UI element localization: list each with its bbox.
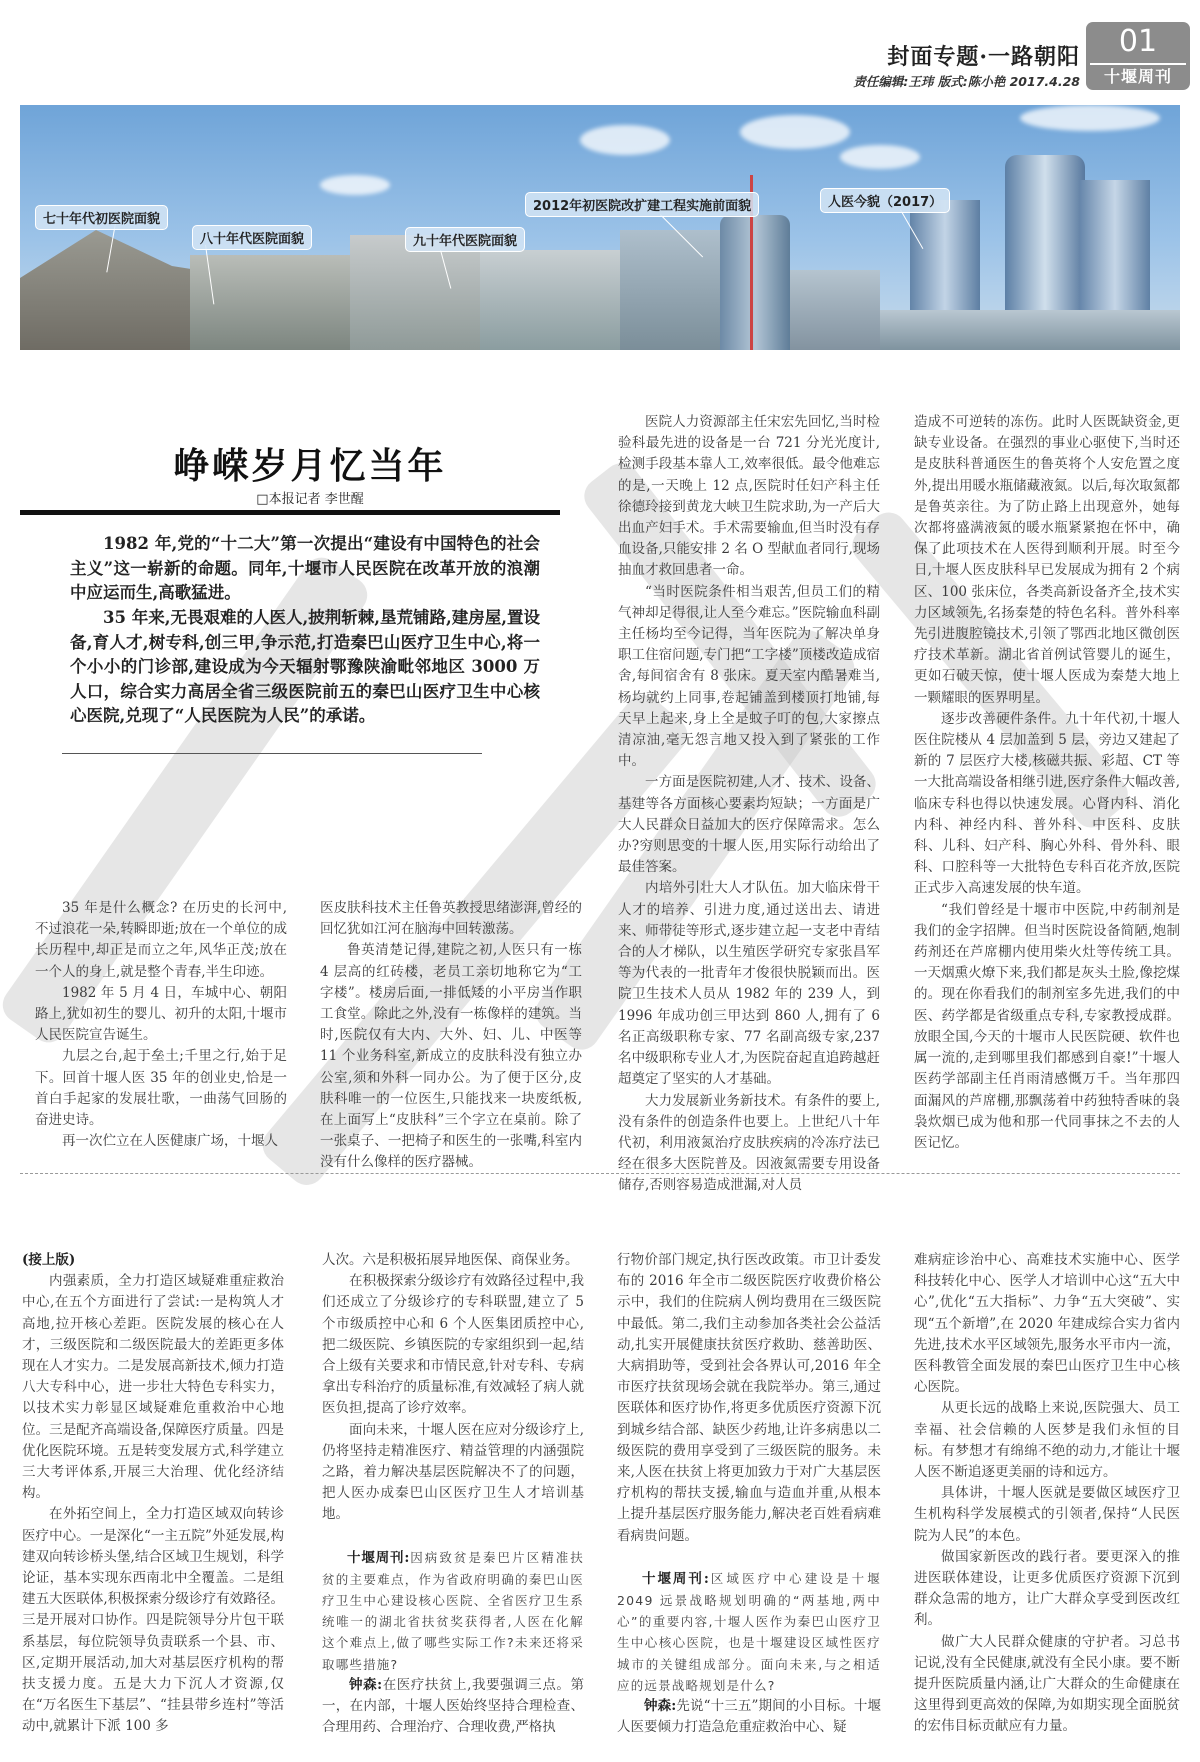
continued-tag: (接上版)	[22, 1252, 76, 1268]
body-paragraph: 内培外引壮大人才队伍。加大临床骨干人才的培养、引进力度,通过送出去、请进来、师带徒等形式,逐步建立起一支老中青结合的人才梯队，以生殖医学研究专家张昌军等为代表的一批青年才俊很快脱颖而出。医院卫生技术人员从 1982 年的 239 人，到 1996 年成功创三甲达到 860 人,拥有了 6 名正高级职称专家、77 名副高级专家,237 名中级职称专业人才,为医院奋起直追跨越赶超奠定了坚实的人才基础。	[618, 880, 880, 1088]
body-paragraph: 人次。六是积极拓展异地医保、商保业务。	[322, 1252, 579, 1268]
body-paragraph: 在积极探索分级诊疗有效路径过程中,我们还成立了分级诊疗的专科联盟,建立了 5 个市级质控中心和 6 个人医集团质控中心,把二级医院、乡镇医院的专家组织到一起,结合上级有关要求和市情民意,针对专科、专病拿出专科治疗的质量标准,有效减轻了病人就医负担,提高了诊疗效率。	[322, 1273, 584, 1417]
body-paragraph: 九层之台,起于垒土;千里之行,始于足下。回首十堰人医 35 年的创业史,恰是一首白手起家的发展壮歌，一曲荡气回肠的奋进史诗。	[35, 1048, 287, 1129]
body-paragraph: 造成不可逆转的冻伤。此时人医既缺资金,更缺专业设备。在强烈的事业心驱使下,当时还是皮肤科普通医生的鲁英将个人安危置之度外,提出用暖水瓶储藏液氮。以后,每次取氮都是鲁英亲往。为了防止路上出现意外，她每次都将盛满液氮的暖水瓶紧紧抱在怀中，确保了此项技术在人医得到顺利开展。时至今日,十堰人医皮肤科早已发展成为拥有 2 个病区、100 张床位，各类高新设备齐全,技术实力区域领先,名扬秦楚的特色名科。普外科率先引进腹腔镜技术,引领了鄂西北地区微创医疗技术革新。湖北省首例试管婴儿的诞生，更如石破天惊，使十堰人医成为秦楚大地上一颗耀眼的医界明星。	[914, 414, 1180, 706]
body-paragraph: 从更长远的战略上来说,医院强大、员工幸福、社会信赖的人医梦是我们永恒的目标。有梦想才有绵绵不绝的动力,才能让十堰人医不断追逐更美丽的诗和远方。	[914, 1400, 1180, 1481]
body-paragraph: 做广大人民群众健康的守护者。习总书记说,没有全民健康,就没有全民小康。要不断提升医院质量内涵,让广大群众的生命健康在这里得到更高效的保障,为如期实现全面脱贫的宏伟目标贡献应有力量。	[914, 1633, 1180, 1735]
article-headline: 峥嵘岁月忆当年	[173, 445, 447, 487]
lead-paragraph: 35 年来,无畏艰难的人医人,披荆斩棘,垦荒铺路,建房屋,置设备,育人才,树专科,创三甲,争示范,打造秦巴山医疗卫生中心,将一个小小的门诊部,建设成为今天辐射鄂豫陕渝毗邻地区 3000 万人口，综合实力高居全省三级医院前五的秦巴山医疗卫生中心核心医院,兑现了“人民医院为人民”的承诺。	[70, 608, 540, 725]
lead-divider	[62, 753, 482, 754]
body-paragraph: 医院人力资源部主任宋宏先回忆,当时检验科最先进的设备是一台 721 分光光度计,检测手段基本靠人工,效率很低。最令他难忘的是,一天晚上 12 点,医院时任妇产科主任徐德玲接到黄龙大峡卫生院求助,为一产后大出血产妇手术。手术需要输血,但当时没有存血设备,只能安排 2 名 O 型献血者同行,现场抽血才救回患者一命。	[618, 414, 880, 579]
body-paragraph: 难病症诊治中心、高难技术实施中心、医学科技转化中心、医学人才培训中心这“五大中心”,优化“五大指标”、力争“五大突破”、实现“五个新增”,在 2020 年建成综合实力省内先进,技术水平区域领先,服务水平市内一流，医科教管全面发展的秦巴山医疗卫生中心核心医院。	[914, 1252, 1180, 1396]
badge-divider	[1090, 63, 1186, 65]
body-paragraph: 行物价部门规定,执行医改政策。市卫计委发布的 2016 年全市二级医院医疗收费价格公示中，我们的住院病人例均费用在三级医院中最低。第二,我们主动参加各类社会公益活动,扎实开展健康扶贫医疗救助、慈善助医、大病捐助等，受到社会各界认可,2016 年全市医疗扶贫现场会就在我院举办。第三,通过医联体和医疗协作,将更多优质医疗资源下沉到城乡结合部、缺医少药地,让许多病患以二级医院的费用享受到了三级医院的服务。未来,人医在扶贫上将更加致力于对广大基层医疗机构的帮扶支援,输血与造血并重,从根本上提升基层医疗服务能力,解决老百姓看病难看病贵问题。	[617, 1252, 881, 1544]
question-speaker: 十堰周刊:	[347, 1549, 410, 1566]
answer-text: 在医疗扶贫上,我要强调三点。第一，在内部，十堰人医始终坚持合理检查、合理用药、合理治疗、合理收费,严格执	[322, 1676, 585, 1736]
page-number: 01	[1118, 24, 1158, 59]
body-paragraph: 做国家新医改的践行者。要更深入的推进医联体建设，让更多优质医疗资源下沉到群众急需的地方，让广大群众享受到医改红利。	[914, 1548, 1180, 1629]
article-column-2	[320, 898, 582, 1174]
article-column-4	[914, 412, 1180, 1154]
body-paragraph: 1982 年 5 月 4 日，车城中心、朝阳路上,犹如初生的婴儿、初升的太阳,十堰市人民医院宣告诞生。	[35, 984, 287, 1044]
photo-label-2017: 人医今貌（2017）	[820, 188, 950, 213]
article-column-1	[35, 898, 287, 1152]
body-paragraph: 内强素质，全力打造区域疑难重症救治中心,在五个方面进行了尝试:一是构筑人才高地,拉开核心差距。医院发展的核心在人才，三级医院和二级医院最大的差距更多体现在人才实力。二是发展高新技术,倾力打造八大专科中心，进一步壮大特色专科实力，以技术实力彰显区域疑难危重救治中心地位。三是配齐高端设备,保障医疗质量。四是优化医院环境。五是转变发展方式,科学建立三大考评体系,开展三大治理、优化经济结构。	[22, 1273, 284, 1502]
continued-column-4	[914, 1250, 1180, 1738]
section-divider	[20, 1173, 1180, 1174]
body-paragraph: 鲁英清楚记得,建院之初,人医只有一栋 4 层高的红砖楼，老员工亲切地称它为“工字楼”。楼房后面,一排低矮的小平房当作职工食堂。除此之外,没有一栋像样的建筑。当时,医院仅有大内、大外、妇、儿、中医等 11 个业务科室,新成立的皮肤科没有独立办公室,须和外科一同办公。为了便于区分,皮肤科唯一的一位医生,只能找来一块废纸板,在上面写上“皮肤科”三个字立在桌前。除了一张桌子、一把椅子和医生的一张嘴,科室内没有什么像样的医疗器械。	[320, 942, 582, 1171]
answer-speaker: 钟森:	[644, 1698, 677, 1715]
article-column-3	[618, 412, 880, 1197]
body-paragraph: 面向未来，十堰人医在应对分级诊疗上,仍将坚持走精准医疗、精益管理的内涵强院之路，着力解决基层医院解决不了的问题，把人医办成秦巴山区医疗卫生人才培训基地。	[322, 1421, 584, 1523]
photo-label-1990s: 九十年代医院面貌	[405, 227, 525, 252]
photo-label-2012: 2012年初医院改扩建工程实施前面貌	[525, 192, 759, 217]
answer-text: 先说“十三五”期间的小目标。十堰人医要倾力打造急危重症救治中心、疑	[617, 1698, 881, 1736]
body-paragraph: 一方面是医院初建,人才、技术、设备、基建等各方面核心要素均短缺；一方面是广大人民群众日益加大的医疗保障需求。怎么办?穷则思变的十堰人医,用实际行动给出了最佳答案。	[618, 774, 880, 876]
interview-question	[322, 1547, 584, 1675]
question-text: 区域医疗中心建设是十堰 2049 远景战略规划明确的“两基地,两中心”的重要内容,十堰人医作为秦巴山医疗卫生中心核心医院，也是十堰建设区域性医疗城市的关键组成部分。面向未来,与之相适应的远景战略规划是什么?	[617, 1570, 882, 1693]
continued-column-3	[617, 1250, 881, 1738]
body-paragraph: 再一次伫立在人医健康广场，十堰人	[62, 1133, 278, 1150]
body-paragraph: 在外拓空间上，全力打造区域双向转诊医疗中心。一是深化“一主五院”外延发展,构建双向转诊桥头堡,结合区域卫生规划，科学论证，基本实现东西南北中全覆盖。二是组建五大医联体,积极探索分级诊疗有效路径。三是开展对口协作。四是院领导分片包干联系基层，每位院领导负责联系一个县、市、区,定期开展活动,加大对基层医疗机构的帮扶支援力度。五是大力下沉人才资源,仅在“万名医生下基层”、“挂县带乡连村”等活动中,就累计下派 100 多	[22, 1506, 284, 1735]
body-paragraph: “当时医院条件相当艰苦,但员工们的精气神却足得很,让人至今难忘。”医院输血科副主任杨均至今记得，当年医院为了解决单身职工住宿问题,专门把“工字楼”顶楼改造成宿舍,每间宿舍有 8 张床。夏天室内酷暑难当,杨均就约上同事,卷起铺盖到楼顶打地铺,每天早上起来,身上全是蚊子叮的包,大家擦点清凉油,毫无怨言地又投入到了紧张的工作中。	[618, 583, 880, 770]
answer-speaker: 钟森:	[349, 1676, 383, 1693]
page-badge	[1086, 22, 1190, 90]
section-title: 封面专题·一路朝阳	[887, 44, 1080, 70]
interview-question	[617, 1568, 881, 1696]
continued-column-1	[22, 1250, 284, 1738]
question-text: 因病致贫是秦巴片区精准扶贫的主要难点，作为省政府明确的秦巴山医疗卫生中心建设核心医院、全省医疗卫生系统唯一的湖北省扶贫奖获得者,人医在化解这个难点上,做了哪些实际工作?未来还将采取哪些措施?	[322, 1549, 584, 1672]
tower-2012-photo	[720, 215, 790, 350]
paper-name: 十堰周刊	[1103, 67, 1172, 86]
body-paragraph: “我们曾经是十堰市中医院,中药制剂是我们的金字招牌。但当时医院设备简陋,炮制药剂还在芦席棚内使用柴火灶等传统工具。一天烟熏火燎下来,我们都是灰头土脸,像挖煤的。现在你看我们的制剂室多先进,我们的中医、药学都是省级重点专科,专家教授成群。放眼全国,今天的十堰市人民医院硬、软件也属一流的,走到哪里我们都感到自豪!”十堰人医药学部副主任肖雨清感慨万千。当年那四面漏风的芦席棚,那飘荡着中药独特香味的袅袅炊烟已成为他和那一代同事抹之不去的人医记忆。	[914, 901, 1180, 1151]
hospital-history-photo	[20, 105, 1180, 350]
continued-column-2	[322, 1250, 584, 1738]
headline-rule	[20, 510, 560, 515]
interview-answer	[322, 1675, 584, 1739]
photo-label-1970s: 七十年代初医院面貌	[35, 205, 168, 230]
old-building-photo	[20, 230, 210, 350]
article-byline: □本报记者 李世醒	[256, 492, 364, 507]
lead-paragraph: 1982 年,党的“十二大”第一次提出“建设有中国特色的社会主义”这一崭新的命题。同年,十堰市人民医院在改革开放的浪潮中应运而生,高歌猛进。	[70, 534, 540, 602]
body-paragraph: 35 年是什么概念? 在历史的长河中,不过浪花一朵,转瞬即逝;放在一个单位的成长历程中,却正是而立之年,风华正茂;放在一个人的身上,就是整个青春,半生印迹。	[35, 900, 287, 980]
body-paragraph: 医皮肤科技术主任鲁英教授思绪澎湃,曾经的回忆犹如江河在脑海中回转激荡。	[320, 900, 582, 938]
photo-label-1980s: 八十年代医院面貌	[192, 225, 312, 250]
body-paragraph: 大力发展新业务新技术。有条件的要上,没有条件的创造条件也要上。上世纪八十年代初，利用液氮治疗皮肤疾病的冷冻疗法已经在很多大医院普及。因液氮需要专用设备储存,否则容易造成泄漏,对人员	[618, 1092, 880, 1194]
question-speaker: 十堰周刊:	[642, 1570, 709, 1587]
interview-answer	[617, 1696, 881, 1738]
body-paragraph: 逐步改善硬件条件。九十年代初,十堰人医住院楼从 4 层加盖到 5 层，旁边又建起了新的 7 层医疗大楼,核磁共振、彩超、CT 等一大批高端设备相继引进,医疗条件大幅改善,临床专科也得以快速发展。心肾内科、消化内科、神经内科、普外科、中医科、皮肤科、儿科、妇产科、胸心外科、骨外科、眼科、口腔科等一大批特色专科百花齐放,医院正式步入高速发展的快车道。	[914, 710, 1180, 897]
editors-line: 责任编辑:王玮 版式:陈小艳 2017.4.28	[853, 74, 1080, 89]
body-paragraph: 具体讲，十堰人医就是要做区域医疗卫生机构科学发展模式的引领者,保持“人民医院为人民”的本色。	[914, 1485, 1180, 1544]
